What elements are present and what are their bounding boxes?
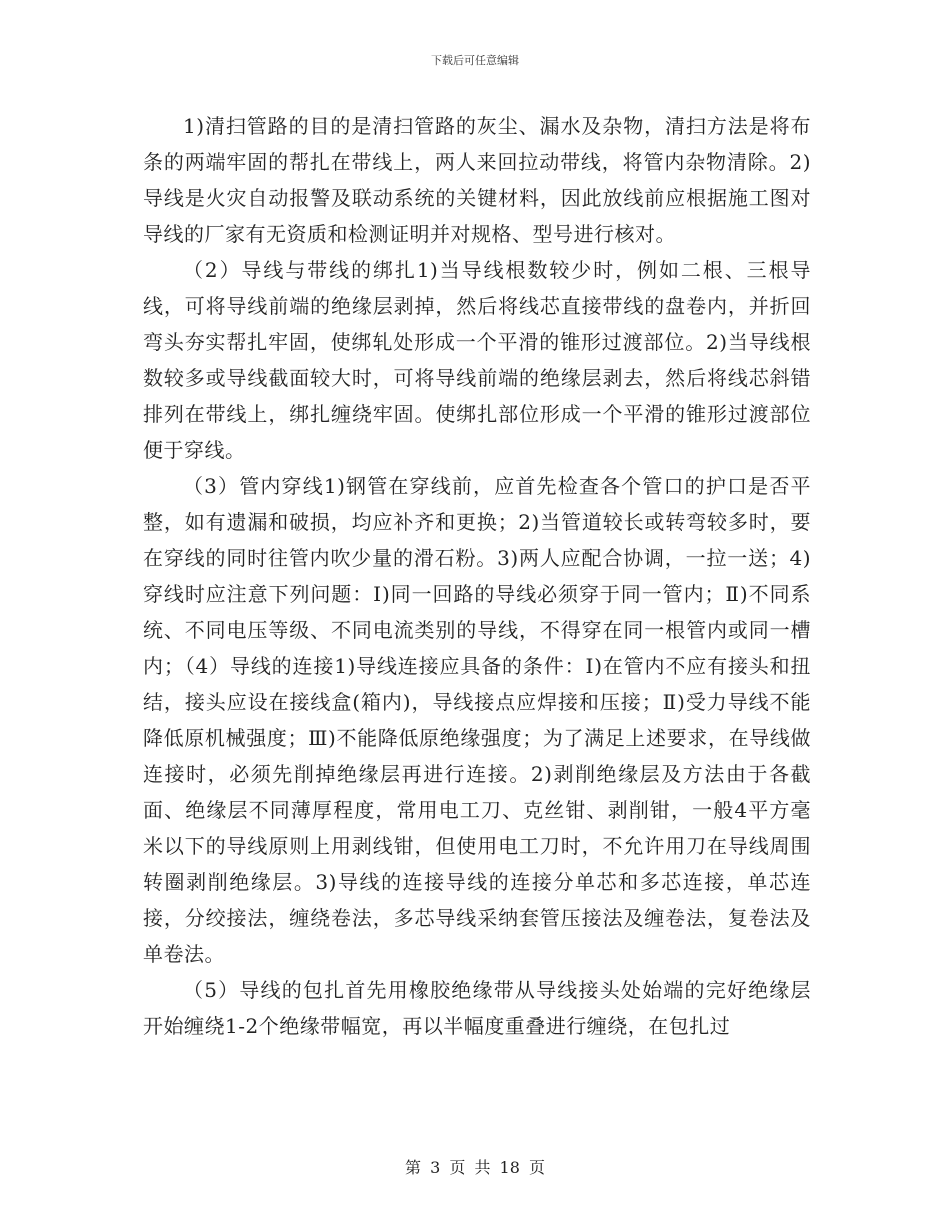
paragraph-wire-wrapping: （5）导线的包扎首先用橡胶绝缘带从导线接头处始端的完好绝缘层开始缠绕1-2个绝缘带幅宽，再以半幅度重叠进行缠绕，在包扎过 [143,978,811,1038]
paragraph-pipe-threading-and-connection: （3）管内穿线1)钢管在穿线前，应首先检查各个管口的护口是否平整，如有遗漏和破损，均应补齐和更换；2)当管道较长或转弯较多时，要在穿线的同时往管内吹少量的滑石粉。3)两人应配合协调，一拉一送；4)穿线时应注意下列问题：Ⅰ)同一回路的导线必须穿于同一管内；Ⅱ)不同系统、不同电压等级、不同电流类别的导线，不得穿在同一根管内或同一槽内；（4）导线的连接1)导线连接应具备的条件：Ⅰ)在管内不应有接头和扭结，接头应设在接线盒(箱内)，导线接点应焊接和压接；Ⅱ)受力导线不能降低原机械强度；Ⅲ)不能降低原绝缘强度；为了满足上述要求，在导线做连接时，必须先削掉绝缘层再进行连接。2)剥削绝缘层及方法由于各截面、绝缘层不同薄厚程度，常用电工刀、克丝钳、剥削钳，一般4平方毫米以下的导线原则上用剥线钳，但使用电工刀时，不允许用刀在导线周围转圈剥削绝缘层。3)导线的连接导线的连接分单芯和多芯连接，单芯连接，分绞接法，缠绕卷法，多芯导线采纳套管压接法及缠卷法，复卷法及单卷法。 [143,474,811,966]
page-number: 第 3 页 共 18 页 [405,1158,545,1177]
page-header: 下载后可任意编辑 [431,54,519,67]
paragraph-wire-binding: （2）导线与带线的绑扎1)当导线根数较少时，例如二根、三根导线，可将导线前端的绝缘层剥掉，然后将线芯直接带线的盘卷内，并折回弯头夯实帮扎牢固，使绑轧处形成一个平滑的锥形过渡部位。2)当导线根数较多或导线截面较大时，可将导线前端的绝缘层剥去，然后将线芯斜错排列在带线上，绑扎缠绕牢固。使绑扎部位形成一个平滑的锥形过渡部位便于穿线。 [143,258,811,462]
document-body [143,108,811,1044]
paragraph-cleaning-and-wire-check: 1)清扫管路的目的是清扫管路的灰尘、漏水及杂物，清扫方法是将布条的两端牢固的帮扎在带线上，两人来回拉动带线，将管内杂物清除。2)导线是火灾自动报警及联动系统的关键材料，因此放线前应根据施工图对导线的厂家有无资质和检测证明并对规格、型号进行核对。 [143,114,811,246]
